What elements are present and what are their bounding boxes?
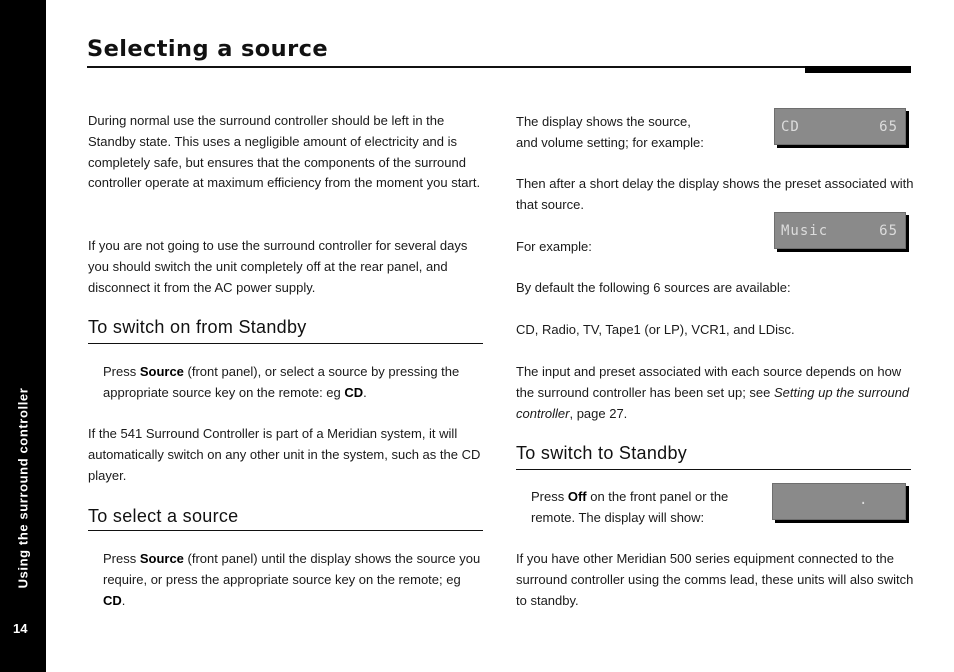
- standby-on-step: Press Source (front panel), or select a source by pressing the appropriate source key on the remote: eg CD.: [103, 364, 460, 400]
- meridian-system-note: If the 541 Surround Controller is part of a Meridian system, it will automatically switch on any other unit in the system, such as the CD player.: [88, 426, 481, 483]
- lcd-display-standby: [772, 483, 906, 520]
- heading-switch-on-standby: To switch on from Standby: [88, 317, 307, 337]
- lcd-preset-text: Music: [781, 223, 829, 239]
- title-rule: [87, 66, 911, 68]
- page-title: Selecting a source: [87, 36, 328, 62]
- lcd-volume-text: 65: [879, 119, 898, 135]
- cross-reference: Setting up the surround controller: [516, 384, 910, 421]
- example-label: For example:: [516, 239, 592, 254]
- lcd-volume-text: 65: [879, 223, 898, 239]
- sources-intro: By default the following 6 sources are available:: [516, 280, 791, 295]
- sources-list: CD, Radio, TV, Tape1 (or LP), VCR1, and LDisc.: [516, 322, 795, 337]
- heading-rule: [88, 343, 483, 344]
- preset-paragraph: Then after a short delay the display shows the preset associated with that source.: [516, 176, 914, 212]
- standby-step: Press Off on the front panel or the remote. The display will show:: [531, 489, 729, 525]
- heading-rule: [88, 530, 483, 531]
- lcd-display-source: [774, 108, 906, 145]
- title-rule-accent: [805, 66, 911, 73]
- display-intro: The display shows the source, and volume setting; for example:: [516, 114, 704, 150]
- section-label: Using the surround controller: [15, 387, 31, 589]
- input-preset-paragraph: The input and preset associated with each source depends on how the surround controller has been set up; see Setting up the surround controller, page 27.: [516, 364, 910, 421]
- lcd-display-preset: [774, 212, 906, 249]
- intro-paragraph-2: If you are not going to use the surround controller for several days you should switch the unit completely off at the rear panel, and disconnect it from the AC power supply.: [88, 238, 468, 295]
- heading-switch-to-standby: To switch to Standby: [516, 443, 688, 463]
- lcd-standby-dot: .: [859, 492, 869, 508]
- sidebar: [0, 0, 46, 672]
- intro-paragraph-1: During normal use the surround controller should be left in the Standby state. This uses a negligible amount of electricity and is completely safe, but ensures that the components of the surround controller operate at maximum efficiency from the moment you start.: [88, 113, 481, 191]
- lcd-source-text: CD: [781, 119, 800, 135]
- select-source-step: Press Source (front panel) until the display shows the source you require, or press the appropriate source key on the remote; eg CD.: [103, 551, 481, 608]
- heading-select-source: To select a source: [88, 506, 239, 526]
- comms-paragraph: If you have other Meridian 500 series equipment connected to the surround controller using the comms lead, these units will also switch to standby.: [516, 551, 914, 608]
- page-number: 14: [13, 621, 28, 636]
- heading-rule: [516, 469, 911, 470]
